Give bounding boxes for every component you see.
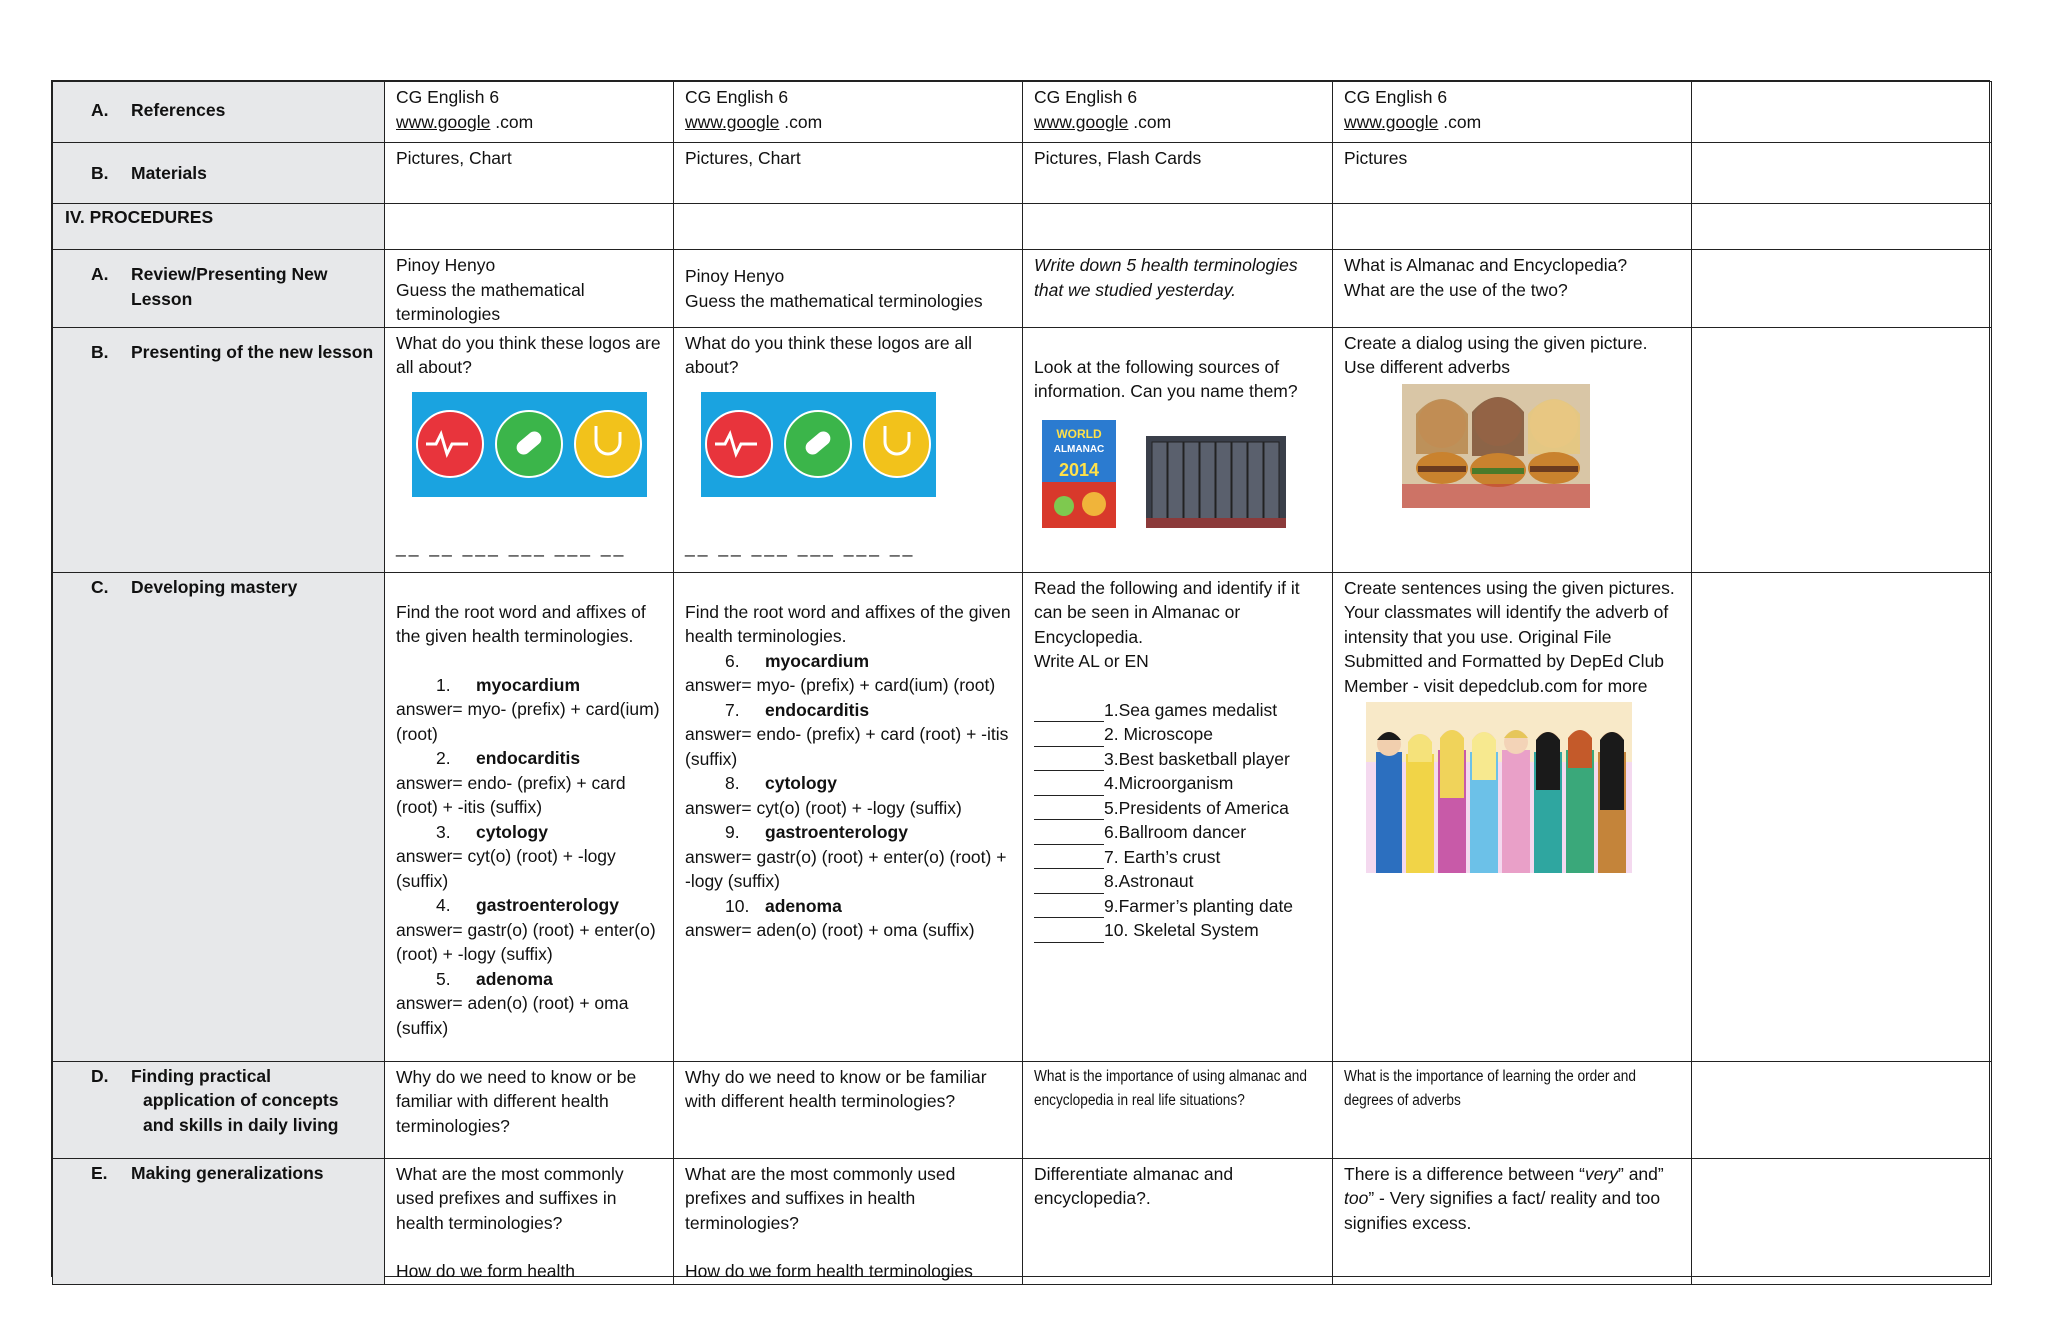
empty-cell — [1692, 250, 1992, 328]
encyclopedia-set-image — [1146, 436, 1286, 528]
materials-cell-1: Pictures, Chart — [385, 143, 674, 204]
label-developing: C. Developing mastery — [53, 572, 385, 1061]
presenting-cell-1: What do you think these logos are all about? __ __ ___ ___ ___ __ — [385, 327, 674, 572]
svg-text:WORLD: WORLD — [1056, 426, 1102, 441]
ref-cell-2: CG English 6 www.google .com — [674, 82, 1023, 143]
materials-cell-2: Pictures, Chart — [674, 143, 1023, 204]
quiz-item — [1034, 747, 1321, 772]
empty-cell — [1692, 143, 1992, 204]
term-answer: answer= aden(o) (root) + oma (suffix) — [396, 993, 629, 1038]
health-logos-image — [412, 392, 647, 497]
quiz-item — [1034, 796, 1321, 821]
generalizations-cell-4: There is a difference between “very” and” too” - Very signifies a fact/ reality and too signifies excess. — [1333, 1158, 1692, 1284]
row-review — [53, 250, 1992, 328]
term-item — [685, 698, 1011, 772]
empty-cell — [385, 204, 674, 250]
quiz-item-text: 1.Sea games medalist — [1104, 699, 1278, 720]
quiz-item — [1034, 722, 1321, 747]
answer-blank — [1034, 728, 1104, 747]
term-word: cytology — [476, 821, 548, 842]
review-cell-2: Pinoy Henyo Guess the mathematical terminologies — [674, 250, 1023, 328]
presenting-cell-3: Look at the following sources of information. Can you name them? WORLD ALMANAC 2014 — [1023, 327, 1333, 572]
term-item — [685, 820, 1011, 894]
developing-cell-4: Create sentences using the given pictures. Your classmates will identify the adverb of intensity that you use. Original File Submitted and Formatted by DepEd Club Member - visit depedclub.com for more — [1333, 572, 1692, 1061]
svg-text:2014: 2014 — [1058, 459, 1100, 480]
term-number: 1. — [436, 674, 451, 695]
term-word: adenoma — [476, 968, 553, 989]
term-answer: answer= endo- (prefix) + card (root) + -itis (suffix) — [685, 724, 1009, 769]
quiz-item-text: 2. Microscope — [1104, 724, 1213, 744]
quiz-item-text: 6.Ballroom dancer — [1104, 822, 1247, 842]
label-materials: B. Materials — [53, 143, 385, 204]
term-number: 6. — [725, 650, 740, 671]
quiz-item — [1034, 869, 1321, 894]
quiz-item — [1034, 820, 1321, 845]
label-references: A. References — [53, 82, 385, 143]
girls-eating-burgers-image — [1402, 384, 1590, 508]
ref-cell-3: CG English 6 www.google .com — [1023, 82, 1333, 143]
svg-text:ALMANAC: ALMANAC — [1053, 443, 1105, 455]
google-link[interactable]: www.google — [685, 111, 780, 132]
quiz-item-text: 3.Best basketball player — [1104, 748, 1290, 769]
ref-cell-1: CG English 6 www.google .com — [385, 82, 674, 143]
term-item — [396, 893, 662, 967]
term-number: 7. — [725, 699, 740, 720]
quiz-item — [1034, 771, 1321, 796]
answer-blank — [1034, 777, 1104, 796]
term-number: 5. — [436, 968, 451, 989]
quiz-item-text: 10. Skeletal System — [1104, 920, 1259, 940]
answer-blank — [1034, 924, 1104, 943]
materials-cell-3: Pictures, Flash Cards — [1023, 143, 1333, 204]
term-item — [396, 967, 662, 1041]
term-word: endocarditis — [476, 748, 581, 768]
empty-cell — [1692, 327, 1992, 572]
answer-blank — [1034, 875, 1104, 894]
finding-cell-3: What is the importance of using almanac and encyclopedia in real life situations? — [1023, 1061, 1333, 1158]
term-number: 3. — [436, 821, 451, 842]
health-logos-image — [701, 392, 936, 497]
row-materials — [53, 143, 1992, 204]
finding-cell-2: Why do we need to know or be familiar with different health terminologies? — [674, 1061, 1023, 1158]
quiz-item-text: 4.Microorganism — [1104, 773, 1234, 793]
google-link[interactable]: www.google — [1034, 111, 1129, 132]
term-item — [685, 771, 1011, 820]
review-cell-1: Pinoy Henyo Guess the mathematical terminologies — [385, 250, 674, 328]
label-finding: D. Finding practical application of concepts and skills in daily living — [53, 1061, 385, 1158]
answer-blank — [1034, 826, 1104, 845]
term-number: 10. — [725, 895, 750, 916]
row-generalizations — [53, 1158, 1992, 1284]
term-word: cytology — [765, 773, 837, 793]
quiz-item-text: 5.Presidents of America — [1104, 797, 1289, 818]
term-answer: answer= gastr(o) (root) + enter(o) (root) + -logy (suffix) — [685, 846, 1007, 891]
row-references — [53, 82, 1992, 143]
term-answer: answer= cyt(o) (root) + -logy (suffix) — [685, 797, 962, 818]
quiz-item-text: 8.Astronaut — [1104, 871, 1194, 891]
term-word: gastroenterology — [765, 822, 908, 842]
quiz-item-text: 7. Earth’s crust — [1104, 846, 1221, 867]
answer-dashes: __ __ ___ ___ ___ __ — [396, 536, 627, 557]
empty-cell — [1692, 204, 1992, 250]
label-generalizations: E. Making generalizations — [53, 1158, 385, 1284]
term-word: myocardium — [765, 650, 870, 671]
term-number: 4. — [436, 895, 451, 915]
quiz-item-text: 9.Farmer’s planting date — [1104, 895, 1294, 916]
answer-blank — [1034, 752, 1104, 771]
answer-dashes: __ __ ___ ___ ___ __ — [685, 536, 916, 557]
term-item — [685, 894, 1011, 943]
empty-cell — [1692, 1158, 1992, 1284]
empty-cell — [1692, 82, 1992, 143]
developing-cell-2: Find the root word and affixes of the given health terminologies. 6. myocardium answer= myo- (prefix) + card(ium) (root) 7. endocarditis answer= endo- (prefix) + card (root) + -itis (suffix) 8. cytology answer= cyt(o) (root) + -logy (suffix) 9. gastroenterology answer= gastr(o) (root) + enter(o) (root) + -logy (suffix) 10. adenoma answer= aden(o) (root) + oma (suffix) — [674, 572, 1023, 1061]
google-link[interactable]: www.google — [396, 111, 491, 132]
developing-cell-3: Read the following and identify if it can be seen in Almanac or Encyclopedia. Write AL or EN 1.Sea games medalist 2. Microscope 3.Best basketball player 4.Microorganism 5.Presidents of America 6.Ballroom dancer 7. Earth’s crust 8.Astronaut 9.Farmer’s planting date 10. Skeletal System — [1023, 572, 1333, 1061]
empty-cell — [1692, 572, 1992, 1061]
answer-blank — [1034, 850, 1104, 869]
generalizations-cell-1: What are the most commonly used prefixes and suffixes in health terminologies? How do we form health — [385, 1158, 674, 1284]
ref-cell-4: CG English 6 www.google .com — [1333, 82, 1692, 143]
term-item — [396, 746, 662, 820]
quiz-item — [1034, 894, 1321, 919]
term-answer: answer= myo- (prefix) + card(ium) (root) — [685, 675, 996, 695]
google-link[interactable]: www.google — [1344, 111, 1439, 132]
answer-blank — [1034, 899, 1104, 918]
row-developing — [53, 572, 1992, 1061]
term-answer: answer= cyt(o) (root) + -logy (suffix) — [396, 846, 616, 891]
review-cell-4: What is Almanac and Encyclopedia? What are the use of the two? — [1333, 250, 1692, 328]
disney-princesses-image — [1366, 702, 1632, 873]
quiz-item — [1034, 918, 1321, 943]
term-item — [685, 649, 1011, 698]
term-item — [396, 820, 662, 894]
term-word: myocardium — [476, 674, 581, 695]
term-number: 9. — [725, 822, 740, 842]
generalizations-cell-2: What are the most commonly used prefixes and suffixes in health terminologies? How do we form health terminologies — [674, 1158, 1023, 1284]
review-cell-3: Write down 5 health terminologies that we studied yesterday. — [1023, 250, 1333, 328]
almanac-book-image — [1042, 420, 1116, 528]
term-answer: answer= gastr(o) (root) + enter(o) (root) + -logy (suffix) — [396, 919, 656, 964]
empty-cell — [1333, 204, 1692, 250]
term-item — [396, 673, 662, 747]
developing-cell-1: Find the root word and affixes of the given health terminologies. 1. myocardium answer= myo- (prefix) + card(ium) (root) 2. endocarditis answer= endo- (prefix) + card (root) + -itis (suffix) 3. cytology answer= cyt(o) (root) + -logy (suffix) 4. gastroenterology answer= gastr(o) (root) + enter(o) (root) + -logy (suffix) 5. adenoma answer= aden(o) (root) + oma (suffix) — [385, 572, 674, 1061]
term-word: gastroenterology — [476, 895, 619, 915]
term-number: 2. — [436, 748, 451, 768]
lesson-plan-table — [51, 80, 1990, 1281]
row-procedures — [53, 204, 1992, 250]
row-finding — [53, 1061, 1992, 1158]
empty-cell — [674, 204, 1023, 250]
term-number: 8. — [725, 773, 740, 793]
materials-cell-4: Pictures — [1333, 143, 1692, 204]
quiz-item — [1034, 845, 1321, 870]
presenting-cell-4: Create a dialog using the given picture. Use different adverbs — [1333, 327, 1692, 572]
label-procedures: IV. PROCEDURES — [53, 204, 385, 250]
quiz-item — [1034, 698, 1321, 723]
finding-cell-1: Why do we need to know or be familiar with different health terminologies? — [385, 1061, 674, 1158]
empty-cell — [1692, 1061, 1992, 1158]
empty-cell — [1023, 204, 1333, 250]
label-review: A. Review/Presenting New Lesson — [53, 250, 385, 328]
term-answer: answer= endo- (prefix) + card (root) + -itis (suffix) — [396, 772, 626, 817]
term-word: adenoma — [765, 895, 842, 916]
term-answer: answer= aden(o) (root) + oma (suffix) — [685, 920, 975, 940]
presenting-cell-2: What do you think these logos are all about? __ __ ___ ___ ___ __ — [674, 327, 1023, 572]
term-word: endocarditis — [765, 699, 870, 720]
label-presenting: B. Presenting of the new lesson — [53, 327, 385, 572]
answer-blank — [1034, 703, 1104, 722]
finding-cell-4: What is the importance of learning the order and degrees of adverbs — [1333, 1061, 1692, 1158]
term-answer: answer= myo- (prefix) + card(ium) (root) — [396, 699, 660, 744]
answer-blank — [1034, 801, 1104, 820]
row-presenting — [53, 327, 1992, 572]
generalizations-cell-3: Differentiate almanac and encyclopedia?. — [1023, 1158, 1333, 1284]
